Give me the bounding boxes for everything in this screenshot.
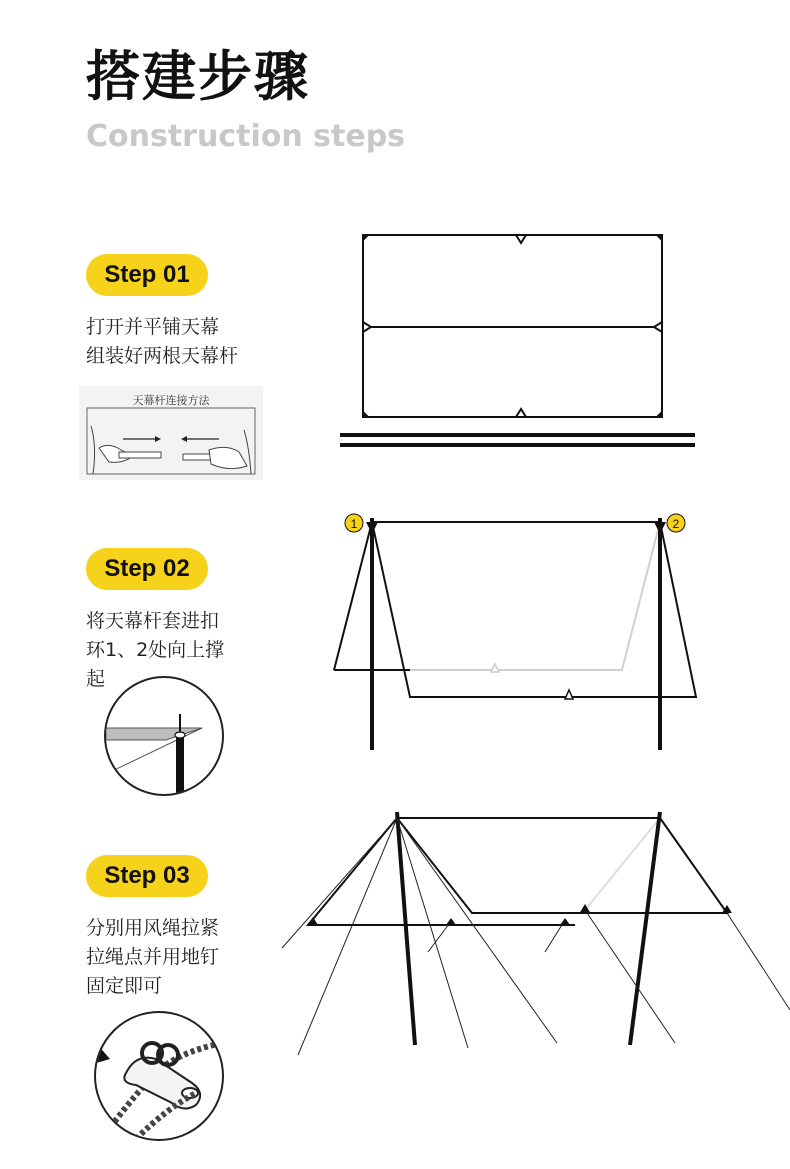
page-subtitle: Construction steps	[86, 119, 406, 154]
step-03-badge: Step 03	[86, 855, 208, 897]
step-01-line-2: 组装好两根天幕杆	[86, 345, 239, 367]
step-03-line-3: 固定即可	[86, 975, 163, 997]
ring-marker-1: 1	[350, 517, 358, 531]
step-03-line-2: 拉绳点并用地钉	[86, 946, 220, 968]
step-02-line-1: 将天幕杆套进扣	[86, 610, 220, 632]
raised-tarp-diagram	[334, 514, 696, 750]
inset-caption: 天幕杆连接方法	[132, 394, 210, 407]
flat-tarp-diagram	[363, 235, 662, 417]
step-01-badge: Step 01	[86, 254, 208, 296]
staked-tarp-diagram	[282, 812, 790, 1055]
step-02-line-3: 起	[86, 668, 106, 690]
step-02-badge: Step 02	[86, 548, 208, 590]
step-02-line-2: 环1、2处向上撑	[86, 639, 225, 661]
assembled-poles	[340, 435, 695, 445]
step-03-line-1: 分别用风绳拉紧	[86, 917, 220, 939]
page-title: 搭建步骤	[86, 45, 310, 108]
step-01-line-1: 打开并平铺天幕	[86, 316, 220, 338]
ring-marker-2: 2	[672, 517, 680, 531]
